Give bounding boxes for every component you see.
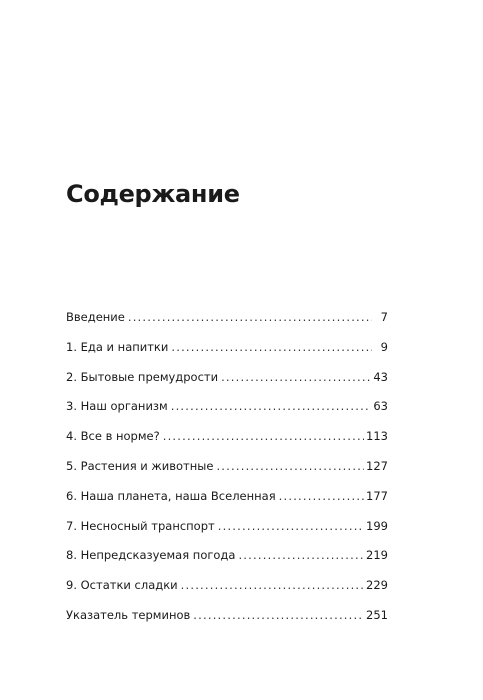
toc-entry-label: 8. Непредсказуемая погода [66,548,236,563]
toc-entry-chapter-5 [66,456,388,486]
toc-entry-page: 229 [366,578,388,593]
toc-entry-label: 7. Несносный транспорт [66,518,215,533]
dot-leader [221,367,371,387]
dot-leader [193,605,364,625]
toc-entry-chapter-2 [66,367,388,397]
toc-entry-page: 9 [380,339,388,354]
toc-entry-label: 1. Еда и напитки [66,339,169,354]
dot-leader [238,545,364,565]
dot-leader [171,396,372,416]
toc-entry-introduction [66,307,388,337]
toc-entry-page: 199 [366,518,388,533]
toc-entry-page: 127 [366,458,388,473]
dot-leader [279,486,364,506]
toc-entry-chapter-1 [66,337,388,367]
dot-leader [128,307,372,327]
toc-entry-label: 2. Бытовые премудрости [66,369,219,384]
toc-entry-chapter-3 [66,396,388,426]
dot-leader [181,575,364,595]
toc-entry-page: 177 [366,488,388,503]
toc-entry-page: 43 [373,369,388,384]
toc-entry-label: 4. Все в норме? [66,429,160,444]
toc-entry-page: 219 [366,548,388,563]
dot-leader [218,516,364,536]
toc-entry-label: 3. Наш организм [66,399,168,414]
toc-entry-page: 113 [366,429,388,444]
toc-entry-label: Указатель терминов [66,607,191,622]
toc-entry-label: 9. Остатки сладки [66,578,178,593]
toc-entry-chapter-9 [66,575,388,605]
toc-entry-chapter-6 [66,486,388,516]
toc-entry-page: 7 [380,310,388,324]
toc-entry-label: Введение [66,310,125,324]
toc-title: Содержание [66,180,240,208]
toc-entry-chapter-7 [66,516,388,546]
toc-entry-chapter-4 [66,426,388,456]
toc-entry-label: 6. Наша планета, наша Вселенная [66,488,276,503]
dot-leader [216,456,364,476]
dot-leader [163,426,364,446]
toc-entry-label: 5. Растения и животные [66,458,214,473]
toc-entry-index [66,605,388,635]
toc-entry-chapter-8 [66,545,388,575]
toc-entry-page: 251 [366,607,388,622]
toc-entry-page: 63 [373,399,388,414]
toc-list [66,307,388,635]
dot-leader [171,337,372,357]
